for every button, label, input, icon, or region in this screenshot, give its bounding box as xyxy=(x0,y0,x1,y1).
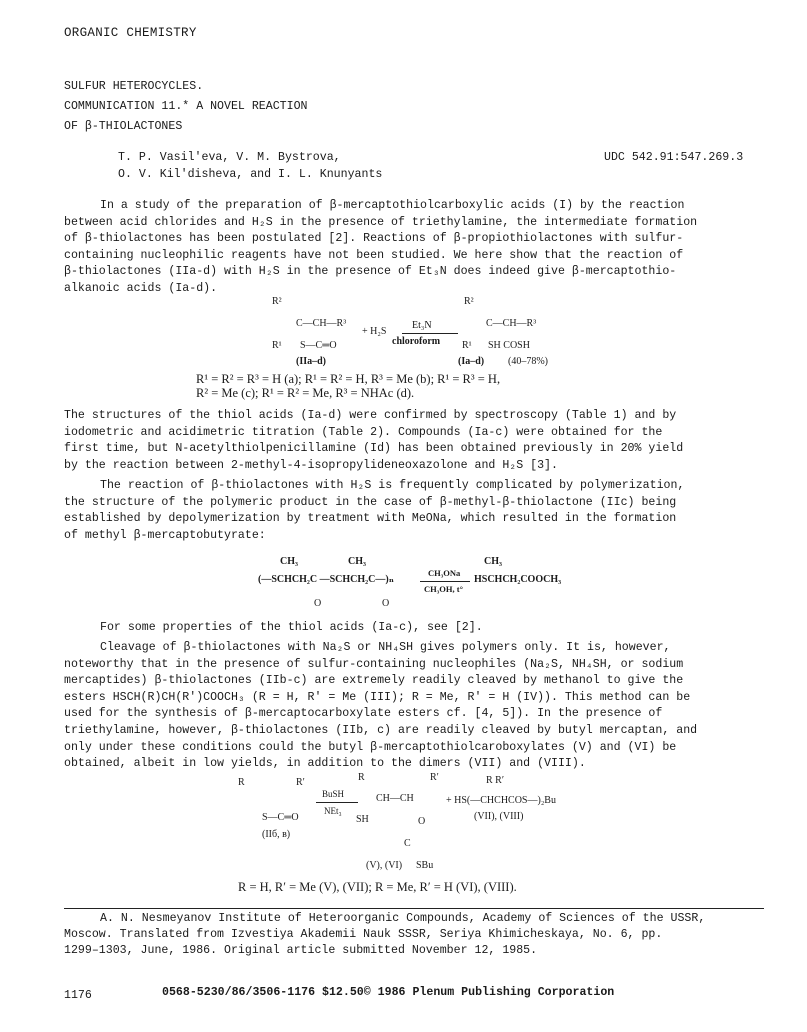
scheme3-right-r: R R′ xyxy=(486,775,505,786)
intro-line: alkanoic acids (Ia-d). xyxy=(64,281,218,295)
cleavage-line: triethylamine, however, β-thiolactones (IIb, c) are readily cleaved by butyl mercaptan, and xyxy=(64,723,698,737)
intro-line: containing nucleophilic reagents have not been studied. We here show that the reaction of xyxy=(64,248,684,262)
scheme3-right-label: (VII), (VIII) xyxy=(474,811,524,822)
footnote-line: 1299–1303, June, 1986. Original article submitted November 12, 1985. xyxy=(64,944,538,957)
scheme3-definitions: R = H, R′ = Me (V), (VII); R = Me, R′ = H (VI), (VIII). xyxy=(238,880,517,894)
footnote-rule xyxy=(64,908,764,909)
scheme1-catalyst: Et₃N xyxy=(412,320,432,331)
scheme1-left-label: (IIa–d) xyxy=(296,356,327,367)
cleavage-paragraph xyxy=(64,640,764,773)
journal-section-header: ORGANIC CHEMISTRY xyxy=(64,26,197,40)
intro-line: of β-thiolactones has been postulated [2]. Reactions of β-propiothiolactones with sulfur- xyxy=(64,232,684,246)
article-title-line-1: SULFUR HETEROCYCLES. xyxy=(64,80,204,93)
copyright-line: 0568-5230/86/3506-1176 $12.50© 1986 Plenum Publishing Corporation xyxy=(162,986,615,999)
scheme2-ch3-c: CH₃ xyxy=(484,556,502,567)
intro-line: between acid chlorides and H₂S in the presence of triethylamine, the intermediate formation xyxy=(64,215,698,229)
scheme1-yield: (40–78%) xyxy=(508,356,548,367)
scheme2-oxygen-a: O xyxy=(314,598,322,609)
structures-line: first time, but N-acetylthiolpenicillamine (Id) has been obtained previously in 20% yield xyxy=(64,442,684,456)
affiliation-footnote xyxy=(64,911,764,959)
scheme3-left-rp: R′ xyxy=(296,777,305,788)
scheme1-right-mid: C—CH—R³ xyxy=(486,318,537,329)
properties-paragraph xyxy=(64,620,764,637)
structures-line: iodometric and acidimetric titration (Table 2). Compounds (Ia-c) were obtained for the xyxy=(64,425,663,439)
udc-code: UDC 542.91:547.269.3 xyxy=(604,151,744,164)
scheme3-mid-sh: SH xyxy=(356,814,369,825)
scheme3-reagent-top: BuSH xyxy=(322,789,345,799)
scheme2-ch3-a: CH₃ xyxy=(280,556,298,567)
properties-line: For some properties of the thiol acids (Ia-c), see [2]. xyxy=(100,621,483,634)
cleavage-line: mercaptides) β-thiolactones (IIb-c) are extremely readily cleaved by methanol to give the xyxy=(64,674,684,688)
intro-paragraph xyxy=(64,198,764,298)
intro-line: β-thiolactones (IIa-d) with H₂S in the presence of Et₃N does indeed give β-mercaptothio- xyxy=(64,265,677,279)
cleavage-line: used for the synthesis of β-mercaptocarboxylate esters cf. [4, 5]). In the presence of xyxy=(64,707,663,721)
polymerization-line: The reaction of β-thiolactones with H₂S is frequently complicated by polymerization, xyxy=(100,479,685,492)
scheme1-right-r1: R¹ xyxy=(462,340,472,351)
scheme2-ch3-b: CH₃ xyxy=(348,556,366,567)
scheme1-left-r2: R² xyxy=(272,296,282,307)
structures-paragraph xyxy=(64,408,764,474)
cleavage-line: only under these conditions could the butyl β-mercaptothiolcaroboxylates (V) and (VI) be xyxy=(64,740,677,754)
scheme1-definitions-2: R² = Me (c); R¹ = R² = Me, R³ = NHAc (d). xyxy=(196,386,415,400)
scheme3-mid-oxygen: O xyxy=(418,816,426,827)
scheme1-arrow xyxy=(402,333,458,334)
cleavage-line: Cleavage of β-thiolactones with Na₂S or NH₄SH gives polymers only. It is, however, xyxy=(100,641,671,654)
scheme1-right-bottom: SH COSH xyxy=(488,340,530,351)
footnote-line: Moscow. Translated from Izvestiya Akademii Nauk SSSR, Seriya Khimicheskaya, No. 6, pp. xyxy=(64,928,663,941)
scheme3-left-ring: S—C═O xyxy=(262,812,299,823)
scheme3-dimer: + HS(—CHCHCOS—)₂Bu xyxy=(446,795,556,806)
scheme1-left-mid: C—CH—R³ xyxy=(296,318,347,329)
scheme2-reagent-bottom: CH₃OH, t° xyxy=(424,584,464,594)
authors-line-2: O. V. Kil'disheva, and I. L. Knunyants xyxy=(118,168,383,181)
scheme2-polymer: (—SCHCH₂C —SCHCH₂C—)ₙ xyxy=(258,574,394,585)
scheme1-definitions-1: R¹ = R² = R³ = H (a); R¹ = R² = H, R³ = Me (b); R¹ = R³ = H, xyxy=(196,372,501,386)
scheme3-left-r: R xyxy=(238,777,245,788)
scheme3-mid-sbu: SBu xyxy=(416,860,434,871)
cleavage-line: esters HSCH(R)CH(R')COOCH₃ (R = H, R' = Me (III); R = Me, R' = H (IV)). This method can be xyxy=(64,690,691,704)
scheme3-mid-chain: CH—CH xyxy=(376,793,414,804)
scheme2-product: HSCHCH₂COOCH₃ xyxy=(474,574,562,585)
polymerization-line: established by depolymerization by treatment with MeONa, which resulted in the formation xyxy=(64,512,677,526)
polymerization-line: the structure of the polymeric product in the case of β-methyl-β-thiolactone (IIc) being xyxy=(64,495,677,509)
intro-line: In a study of the preparation of β-mercaptothiolcarboxylic acids (I) by the reaction xyxy=(100,199,685,212)
scheme1-right-r2: R² xyxy=(464,296,474,307)
article-title-line-3: OF β-THIOLACTONES xyxy=(64,120,183,133)
scheme1-left-ring: S—C═O xyxy=(300,340,337,351)
scheme2-reagent-top: CH₃ONa xyxy=(428,568,461,578)
scheme3-reagent-bottom: NEt₃ xyxy=(324,806,342,816)
scheme2-oxygen-b: O xyxy=(382,598,390,609)
scheme2-arrow xyxy=(420,581,470,582)
scheme3-mid-r: R xyxy=(358,772,365,783)
authors-line-1: T. P. Vasil'eva, V. M. Bystrova, xyxy=(118,151,341,164)
polymerization-paragraph xyxy=(64,478,764,544)
scheme1-left-r1: R¹ xyxy=(272,340,282,351)
scheme3-left-label: (IIб, в) xyxy=(262,829,291,840)
structures-line: The structures of the thiol acids (Ia-d) were confirmed by spectroscopy (Table 1) and by xyxy=(64,409,677,422)
scheme1-solvent: chloroform xyxy=(392,336,441,347)
polymerization-line: of methyl β-mercaptobutyrate: xyxy=(64,528,266,542)
article-title-line-2: COMMUNICATION 11.* A NOVEL REACTION xyxy=(64,100,308,113)
scheme3-mid-label: (V), (VI) xyxy=(366,860,403,871)
scheme3-mid-carbon: C xyxy=(404,838,411,849)
scheme1-plus-h2s: + H₂S xyxy=(362,326,387,337)
page-number: 1176 xyxy=(64,989,92,1002)
cleavage-line: noteworthy that in the presence of sulfur-containing nucleophiles (Na₂S, NH₄SH, or sodium xyxy=(64,657,684,671)
scheme3-mid-rp: R′ xyxy=(430,772,439,783)
footnote-line: A. N. Nesmeyanov Institute of Heteroorganic Compounds, Academy of Sciences of the USSR, xyxy=(100,912,706,925)
scheme1-right-label: (Ia–d) xyxy=(458,356,485,367)
cleavage-line: obtained, albeit in low yields, in addition to the dimers (VII) and (VIII). xyxy=(64,757,586,771)
scheme3-arrow xyxy=(316,802,358,803)
structures-line: by the reaction between 2-methyl-4-isopropylideneoxazolone and H₂S [3]. xyxy=(64,458,558,472)
